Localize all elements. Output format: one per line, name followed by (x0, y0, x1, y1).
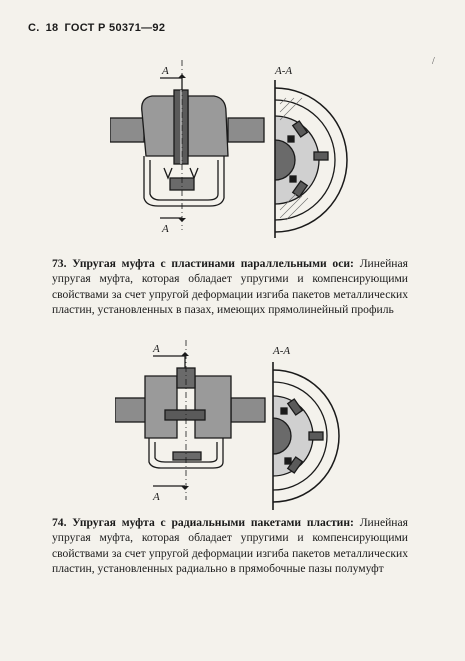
shaft-right (228, 118, 264, 142)
hub-left (142, 96, 176, 156)
hub-right (188, 96, 228, 156)
figure-73-drawing (110, 60, 350, 240)
standard-number: ГОСТ Р 50371—92 (64, 22, 166, 34)
item-74-text: Линейная упругая муфта, которая обладает упругими и компенсирующими свойствами за счет упругой деформации изгиба пакетов металлических пластин, установленных радиально в прямобочные пазы полумуфт (52, 516, 408, 575)
view-label: A-A (273, 345, 291, 357)
paragraph-74 (52, 515, 408, 576)
page-header (28, 22, 165, 34)
shaft-right (231, 398, 265, 422)
item-73-text: Линейная упругая муфта, которая обладает упругими и компенсирующими свойствами за счет упругой деформации изгиба пакетов металлических пластин, установленных в пазах, имеющих прямолинейный профиль (52, 257, 408, 316)
view-label: A-A (275, 65, 293, 77)
hub-right (195, 376, 231, 438)
item-74-lead: 74. Упругая муфта с радиальными пакетами пластин: (52, 516, 354, 529)
shaft-left (115, 398, 147, 422)
section-mark-top: A (162, 65, 169, 77)
section-mark-top: A (153, 343, 160, 355)
plate-pack (165, 410, 205, 420)
corner-mark: / (432, 56, 435, 67)
paragraph-73 (52, 256, 408, 317)
item-73-lead: 73. Упругая муфта с пластинами параллельными оси: (52, 257, 354, 270)
section-mark-bottom: A (153, 491, 160, 503)
page-prefix: С. (28, 22, 40, 34)
page-number: 18 (45, 22, 59, 34)
figure-74-drawing (115, 340, 350, 515)
shaft-left (110, 118, 144, 142)
section-mark-bottom: A (162, 223, 169, 235)
hub-left (145, 376, 177, 438)
